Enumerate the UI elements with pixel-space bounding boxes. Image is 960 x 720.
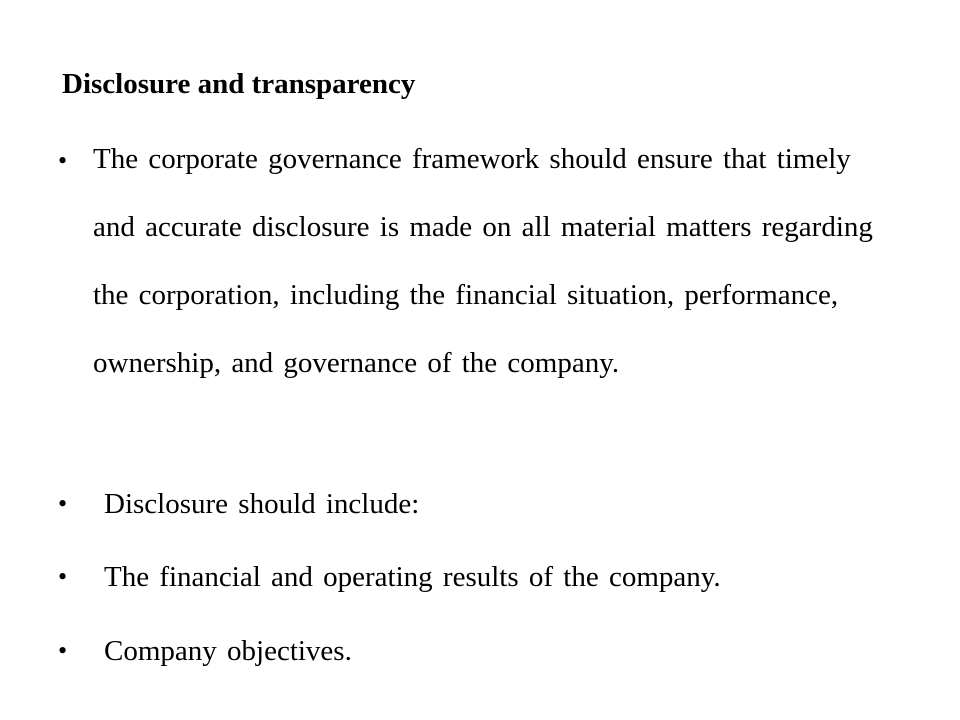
bullet-marker: • — [58, 146, 68, 175]
slide-title: Disclosure and transparency — [62, 68, 416, 100]
bullet-text: Company objectives. — [104, 635, 352, 667]
bullet-marker: • — [58, 636, 68, 665]
bullet-marker: • — [58, 562, 68, 591]
bullet-text: Disclosure should include: — [104, 488, 420, 520]
bullet-text: The financial and operating results of the company. — [104, 561, 721, 593]
bullet-marker: • — [58, 489, 68, 518]
bullet-text: The corporate governance framework should ensure that timely and accurate disclosure is made on all material matters regarding the corporation, including the financial situation, performance, ownership, and governance of the company. — [93, 143, 873, 379]
